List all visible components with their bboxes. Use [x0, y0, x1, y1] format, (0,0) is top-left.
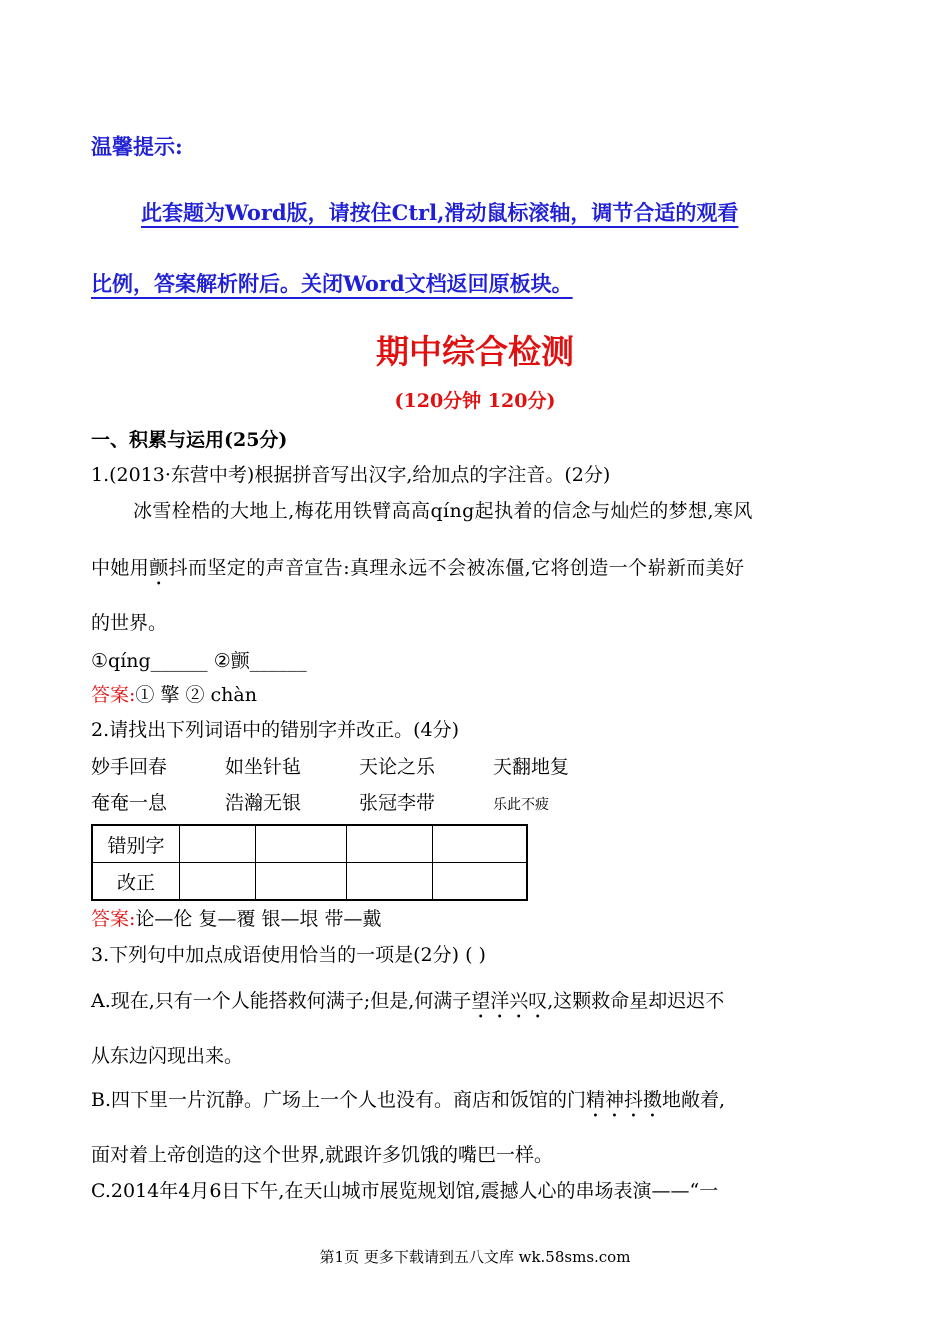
- q3-option-b-line-2: 面对着上帝创造的这个世界,就跟许多饥饿的嘴巴一样。: [91, 1144, 554, 1166]
- table-cell[interactable]: [433, 863, 528, 901]
- q2-word-8: 乐此不疲: [493, 797, 549, 813]
- q1-answer: [91, 680, 257, 707]
- q2-answer-text: 论—伦 复—覆 银—垠 带—戴: [135, 908, 382, 930]
- table-cell[interactable]: [180, 863, 256, 901]
- q3-b-dotted-idiom: 精神抖擞: [586, 1089, 663, 1111]
- page-footer: 第1页 更多下载请到五八文库 wk.58sms.com: [319, 1248, 631, 1266]
- q3-a-post: ,这颗救命星却迟迟不: [547, 990, 725, 1012]
- q1-paragraph-line-1: 冰雪栓梏的大地上,梅花用铁臂高高qíng起执着的信念与灿烂的梦想,寒风: [133, 500, 753, 522]
- tip-title: 温馨提示:: [91, 134, 183, 159]
- q3-b-pre: B.四下里一片沉静。广场上一个人也没有。商店和饭馆的门: [91, 1089, 587, 1111]
- q1-dotted-char: 颤: [149, 557, 169, 579]
- q1-line2-pre: 中她用: [91, 557, 150, 579]
- q1-stem: 1.(2013·东营中考)根据拼音写出汉字,给加点的字注音。(2分): [91, 464, 611, 486]
- q2-word-5: 奄奄一息: [91, 792, 168, 814]
- section-heading: 一、积累与运用(25分): [91, 429, 288, 451]
- q1-blanks: ①qíng______ ②颤______: [91, 650, 307, 672]
- table-cell[interactable]: [347, 863, 433, 901]
- q1-answer-text: ① 擎 ② chàn: [135, 684, 257, 706]
- q2-word-2: 如坐针毡: [225, 756, 302, 778]
- q3-a-pre: A.现在,只有一个人能搭救何满子;但是,何满子: [91, 990, 472, 1012]
- table-cell[interactable]: [347, 825, 433, 863]
- q2-stem: 2.请找出下列词语中的错别字并改正。(4分): [91, 719, 460, 741]
- q3-option-c-line-1: C.2014年4月6日下午,在天山城市展览规划馆,震撼人心的串场表演——“一: [91, 1180, 719, 1202]
- table-header-wrong-char: 错别字: [92, 825, 180, 863]
- q3-stem: 3.下列句中加点成语使用恰当的一项是(2分) ( ): [91, 944, 486, 966]
- q2-word-1: 妙手回春: [91, 756, 168, 778]
- q1-line2-post: 抖而坚定的声音宣告:真理永远不会被冻僵,它将创造一个崭新而美好: [168, 557, 745, 579]
- q1-paragraph-line-3: 的世界。: [91, 612, 168, 634]
- q3-option-a-line-1: [91, 986, 724, 1023]
- tip-line-2: 比例，答案解析附后。关闭Word文档返回原板块。: [91, 271, 573, 296]
- exam-title: 期中综合检测: [376, 332, 574, 371]
- q2-word-4: 天翻地复: [493, 756, 570, 778]
- q1-answer-label: 答案:: [91, 684, 136, 706]
- q1-paragraph-line-2: [91, 553, 744, 590]
- q3-b-post: 地敞着,: [662, 1089, 726, 1111]
- q2-answer: [91, 904, 382, 931]
- table-cell[interactable]: [256, 825, 347, 863]
- q2-word-7: 张冠李带: [359, 792, 436, 814]
- table-cell[interactable]: [433, 825, 528, 863]
- table-cell[interactable]: [180, 825, 256, 863]
- q3-a-dotted-idiom: 望洋兴叹: [471, 990, 548, 1012]
- q2-word-6: 浩瀚无银: [225, 792, 302, 814]
- q2-word-3: 天论之乐: [359, 756, 436, 778]
- tip-line-1: 此套题为Word版，请按住Ctrl,滑动鼠标滚轴，调节合适的观看: [141, 200, 739, 225]
- table-row: [92, 863, 527, 901]
- q2-answer-table: [91, 824, 528, 901]
- table-row: [92, 825, 527, 863]
- table-header-correction: 改正: [92, 863, 180, 901]
- exam-subtitle: (120分钟 120分): [394, 390, 556, 412]
- q2-answer-label: 答案:: [91, 908, 136, 930]
- table-cell[interactable]: [256, 863, 347, 901]
- q3-option-b-line-1: [91, 1085, 725, 1122]
- q3-option-a-line-2: 从东边闪现出来。: [91, 1045, 244, 1067]
